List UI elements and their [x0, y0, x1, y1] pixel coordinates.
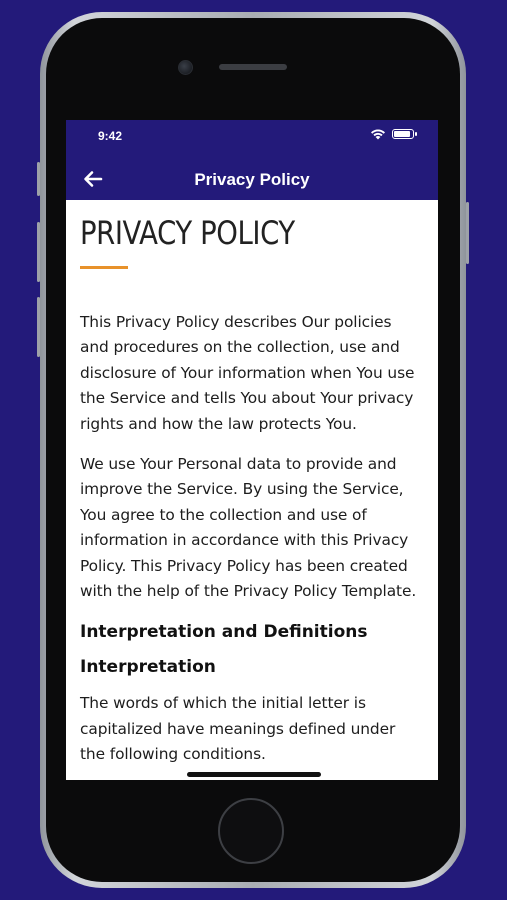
status-icons: [370, 128, 414, 140]
power-button: [466, 202, 469, 264]
status-time: 9:42: [98, 129, 123, 143]
section-heading: Interpretation and Definitions: [80, 622, 368, 643]
volume-down-button: [37, 297, 40, 357]
front-camera: [178, 60, 193, 75]
app-bar: [66, 158, 438, 200]
home-indicator: [187, 772, 321, 777]
app-title: Privacy Policy: [194, 170, 310, 189]
document-content: [66, 200, 438, 780]
earpiece-speaker: [219, 64, 287, 70]
title-underline: [80, 266, 128, 269]
wifi-icon: [370, 128, 386, 140]
status-bar: [66, 120, 438, 158]
subsection-heading: Interpretation: [80, 657, 216, 678]
home-button[interactable]: [218, 798, 284, 864]
interpretation-paragraph: The words of which the initial letter is capitalized have meanings defined under the following conditions.: [80, 694, 396, 764]
phone-screen: [66, 120, 438, 780]
page-title: PRIVACY POLICY: [80, 214, 295, 252]
battery-icon: [392, 129, 414, 139]
mute-switch: [37, 162, 40, 196]
intro-paragraph: This Privacy Policy describes Our policies and procedures on the collection, use and disclosure of Your information when You use the Service and tells You about Your privacy rights and how the law protects You.: [80, 313, 415, 433]
usage-paragraph: We use Your Personal data to provide and improve the Service. By using the Service, You agree to the collection and use of information in accordance with this Privacy Policy. This Privacy Policy has been created with the help of the Privacy Policy Template.: [80, 455, 417, 601]
volume-up-button: [37, 222, 40, 282]
